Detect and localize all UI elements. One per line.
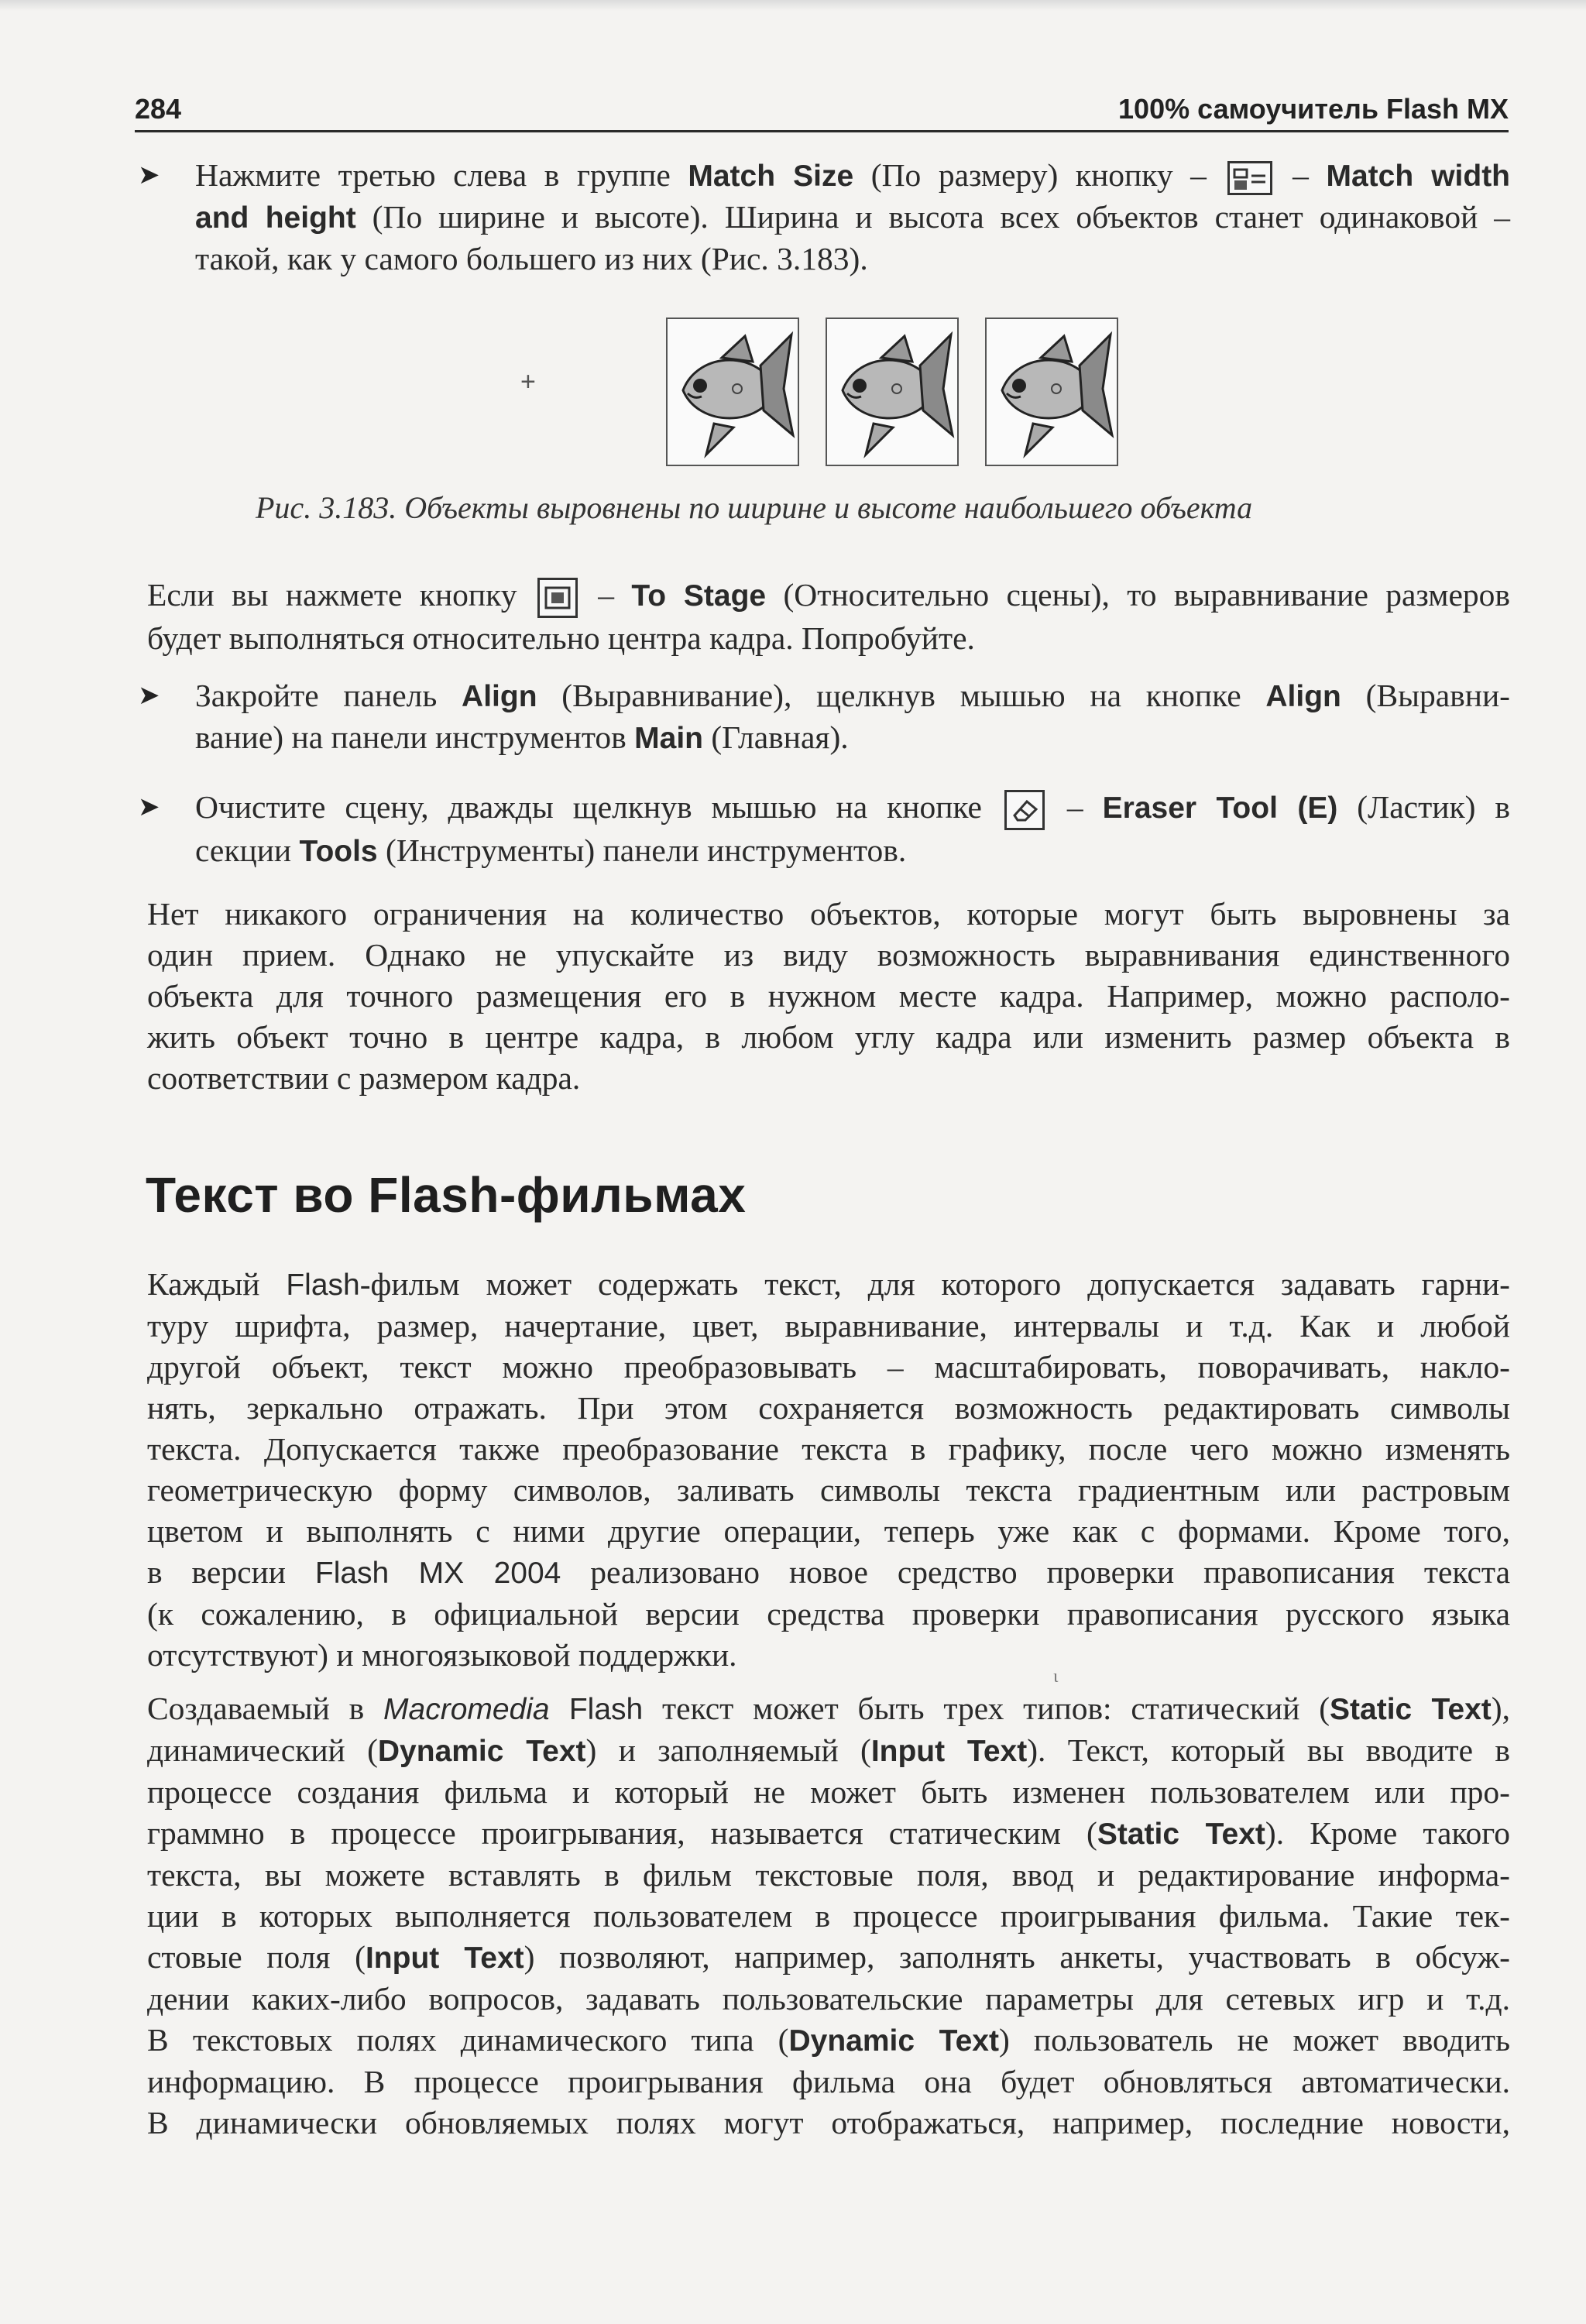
fish-object-1 — [666, 318, 799, 466]
paragraph-to-stage — [147, 575, 1510, 659]
term-flash: Flash — [549, 1693, 644, 1726]
paragraph-alignment — [147, 894, 1510, 1099]
bullet1-line1 — [195, 155, 1510, 197]
types-line — [147, 2020, 1510, 2061]
text: Каждый — [147, 1266, 287, 1302]
term-flash-mx-2004: Flash MX 2004 — [314, 1557, 561, 1590]
align-line: один прием. Однако не упускайте из виду возможность выравнивания единственного — [147, 937, 1510, 973]
eraser-icon — [1004, 790, 1045, 830]
align-line: жить объект точно в центре кадра, в любом углу кадра или изменить размер объекта в — [147, 1019, 1510, 1055]
text: – — [1047, 789, 1103, 825]
term-flash: Flash — [286, 1268, 360, 1302]
text: Создаваемый в — [147, 1691, 384, 1726]
text-line: текста. Допускается также преобразование текста в графику, после чего можно изменять — [147, 1431, 1510, 1467]
stage-line1 — [147, 575, 1510, 618]
text: – — [580, 577, 632, 613]
text-line: (к сожалению, в официальной версии средства проверки правописания русского языка — [147, 1596, 1510, 1632]
text-line: геометрическую форму символов, заливать символы текста градиентным или растровым — [147, 1472, 1510, 1508]
text: ) позволяют, например, заполнять анкеты, участвовать в обсуж- — [524, 1939, 1510, 1975]
text-line: нять, зеркально отражать. При этом сохраняется возможность редактировать символы — [147, 1390, 1510, 1426]
align-line: Нет никакого ограничения на количество объектов, которые могут быть выровнены за — [147, 896, 1510, 932]
bullet3-line1 — [195, 787, 1510, 830]
text: текст может быть трех типов: статический ( — [643, 1691, 1330, 1726]
text-line — [147, 1264, 1510, 1306]
text: (Ластик) в — [1337, 789, 1510, 825]
types-line: дении каких-либо вопросов, задавать пользовательские параметры для сетевых игр и т.д. — [147, 1981, 1510, 2017]
term-align: Align — [462, 680, 537, 713]
figure-caption: Рис. 3.183. Объекты выровнены по ширине и высоте наибольшего объекта — [256, 490, 1253, 525]
running-header — [135, 84, 1509, 127]
text: реализовано новое средство проверки правописания текста — [561, 1554, 1510, 1590]
text: – — [1275, 157, 1327, 193]
text: (По размеру) кнопку – — [853, 157, 1224, 193]
paragraph-flash-text — [147, 1264, 1510, 1676]
text: ), — [1491, 1691, 1510, 1726]
term-match-width: Match width — [1326, 160, 1511, 193]
term-static-text: Static Text — [1330, 1693, 1492, 1726]
bullet2-line2 — [195, 717, 1510, 759]
running-title: 100% самоучитель Flash MX — [1118, 93, 1509, 125]
types-line — [147, 1688, 1510, 1730]
text: Закройте панель — [195, 678, 462, 713]
bullet2-line1 — [195, 675, 1510, 717]
scan-mark: ι — [1053, 1667, 1059, 1687]
paragraph-text-types — [147, 1688, 1510, 2144]
to-stage-icon — [537, 578, 578, 618]
text-line: туру шрифта, размер, начертание, цвет, выравнивание, интервалы и т.д. Как и любой — [147, 1308, 1510, 1344]
bullet-match-size — [195, 155, 1510, 280]
bullet-close-align — [195, 675, 1510, 759]
text: Очистите сцену, дважды щелкнув мышью на кнопке — [195, 789, 1001, 825]
header-rule — [135, 130, 1509, 132]
figure-fish-objects — [666, 318, 1131, 466]
text: ). Кроме такого — [1265, 1815, 1510, 1851]
scan-edge — [0, 0, 1586, 11]
fish-icon — [668, 319, 798, 465]
text: Нажмите третью слева в группе — [195, 157, 688, 193]
term-eraser-tool: Eraser Tool (E) — [1102, 791, 1338, 825]
term-dynamic-text: Dynamic Text — [377, 1735, 586, 1768]
term-tools: Tools — [299, 835, 378, 869]
types-line — [147, 1730, 1510, 1772]
bullet3-line2 — [195, 830, 1510, 872]
cursor-plus-icon: + — [520, 367, 536, 396]
bullet-arrow-icon: ➤ — [138, 681, 160, 710]
types-line — [147, 1937, 1510, 1979]
fish-icon — [827, 319, 957, 465]
bullet-arrow-icon: ➤ — [138, 161, 160, 190]
text: стовые поля ( — [147, 1939, 366, 1975]
align-line: соответствии с размером кадра. — [147, 1060, 581, 1096]
text: Если вы нажмете кнопку — [147, 577, 534, 613]
text: (Главная). — [702, 719, 849, 755]
fish-icon — [987, 319, 1117, 465]
types-line: процессе создания фильма и который не может быть изменен пользователем или про- — [147, 1774, 1510, 1810]
bullet-arrow-icon: ➤ — [138, 793, 160, 822]
term-to-stage: To Stage — [631, 579, 767, 613]
text: (Инструменты) панели инструментов. — [377, 832, 907, 869]
stage-line2: будет выполняться относительно центра кадра. Попробуйте. — [147, 620, 975, 657]
term-dynamic-text: Dynamic Text — [788, 2024, 999, 2058]
types-line: текста, вы можете вставлять в фильм текстовые поля, ввод и редактирование информа- — [147, 1857, 1510, 1893]
text: ). Текст, который вы вводите в — [1027, 1732, 1510, 1768]
text: динамический ( — [147, 1732, 378, 1768]
types-line: ции в которых выполняется пользователем в процессе проигрывания фильма. Такие тек- — [147, 1898, 1510, 1934]
page-number: 284 — [135, 93, 182, 125]
types-line — [147, 1813, 1510, 1855]
text: вание) на панели инструментов — [195, 719, 635, 755]
text: ) и заполняемый ( — [585, 1732, 871, 1768]
align-line: объекта для точного размещения его в нужном месте кадра. Например, можно располо- — [147, 978, 1510, 1014]
bullet1-line2 — [195, 197, 1510, 239]
text-line: цветом и выполнять с ними другие операции, теперь уже как с формами. Кроме того, — [147, 1513, 1510, 1549]
term-align: Align — [1265, 680, 1341, 713]
match-width-height-icon — [1227, 161, 1272, 195]
types-line: информацию. В процессе проигрывания фильма она будет обновляться автоматически. — [147, 2064, 1510, 2099]
text: секции — [195, 832, 300, 869]
term-macromedia: Macromedia — [383, 1693, 550, 1726]
fish-object-2 — [826, 318, 959, 466]
text: граммно в процессе проигрывания, называется статическим ( — [147, 1815, 1097, 1851]
fish-object-3 — [985, 318, 1118, 466]
term-input-text: Input Text — [870, 1735, 1028, 1768]
text: (Относительно сцены), то выравнивание размеров — [766, 577, 1510, 613]
text: ) пользователь не может вводить — [998, 2022, 1510, 2058]
text: (По ширине и высоте). Ширина и высота всех объектов станет одинаковой – — [355, 199, 1511, 235]
text: В текстовых полях динамического типа ( — [147, 2022, 789, 2058]
bullet-eraser — [195, 787, 1510, 872]
text-line: отсутствуют) и многоязыковой поддержки. — [147, 1637, 737, 1673]
types-line: В динамически обновляемых полях могут отображаться, например, последние новости, — [147, 2105, 1510, 2140]
text: (Выравни- — [1341, 678, 1511, 713]
term-input-text: Input Text — [365, 1941, 524, 1975]
term-static-text: Static Text — [1097, 1818, 1265, 1851]
text: в версии — [147, 1554, 315, 1590]
term-and-height: and height — [195, 201, 356, 235]
text-line — [147, 1552, 1510, 1594]
term-match-size: Match Size — [688, 160, 854, 193]
bullet1-line3: такой, как у самого большего из них (Рис. 3.183). — [195, 241, 868, 276]
text: -фильм может содержать текст, для которого допускается задавать гарни- — [359, 1266, 1510, 1302]
term-main: Main — [634, 722, 703, 755]
text: (Выравнивание), щелкнув мышью на кнопке — [537, 678, 1266, 713]
text-line: другой объект, текст можно преобразовывать – масштабировать, поворачивать, накло- — [147, 1349, 1510, 1385]
section-heading: Текст во Flash-фильмах — [146, 1167, 747, 1223]
